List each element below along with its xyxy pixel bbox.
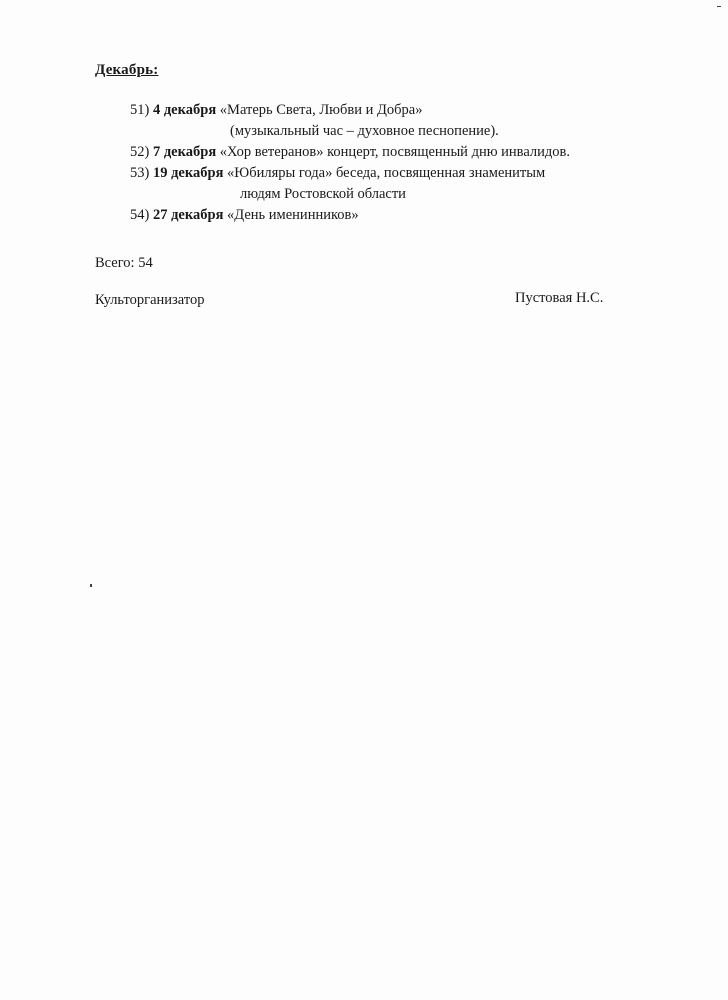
event-entry-51 bbox=[130, 100, 690, 121]
entry-text: «Матерь Света, Любви и Добра» bbox=[219, 102, 423, 118]
entry-number: 51) bbox=[130, 102, 150, 118]
entry-text: «Хор ветеранов» концерт, посвященный дню инвалидов. bbox=[219, 144, 570, 160]
entry-date: 19 декабря bbox=[152, 165, 224, 181]
entry-number: 54) bbox=[130, 207, 150, 223]
month-heading: Декабрь: bbox=[95, 62, 159, 78]
signature-name: Пустовая Н.С. bbox=[515, 290, 604, 306]
entry-continuation: людям Ростовской области bbox=[240, 186, 406, 202]
entry-date: 7 декабря bbox=[152, 144, 217, 160]
event-entry-54 bbox=[130, 205, 690, 226]
total-count: Всего: 54 bbox=[95, 255, 153, 271]
signature-role: Культорганизатор bbox=[95, 292, 205, 308]
scan-speck bbox=[717, 6, 721, 7]
event-entry-52 bbox=[130, 142, 690, 163]
entry-continuation: (музыкальный час – духовное песнопение). bbox=[230, 123, 499, 139]
entry-number: 53) bbox=[130, 165, 150, 181]
event-list bbox=[130, 100, 690, 226]
entry-date: 27 декабря bbox=[152, 207, 224, 223]
scan-speck bbox=[90, 584, 92, 587]
entry-text: «День именинников» bbox=[227, 207, 359, 223]
entry-number: 52) bbox=[130, 144, 150, 160]
entry-text: «Юбиляры года» беседа, посвященная знаменитым bbox=[227, 165, 546, 181]
event-entry-53 bbox=[130, 163, 690, 184]
entry-date: 4 декабря bbox=[152, 102, 217, 118]
